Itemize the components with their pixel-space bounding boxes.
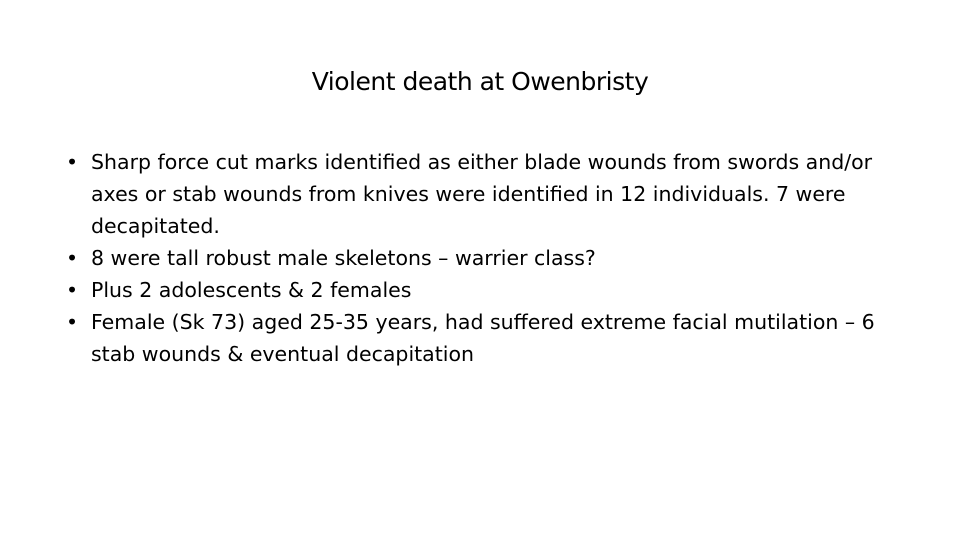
bullet-marker: • (66, 246, 79, 270)
bullet-item (66, 242, 906, 274)
bullet-marker: • (66, 150, 79, 174)
bullet-item (66, 146, 906, 242)
slide-title: Violent death at Owenbristy (311, 67, 649, 96)
bullet-item (66, 274, 906, 306)
bullet-item (66, 306, 906, 370)
bullet-text: 8 were tall robust male skeletons – warrier class? (91, 246, 596, 270)
bullet-list (66, 146, 906, 370)
bullet-text: Plus 2 adolescents & 2 females (91, 278, 412, 302)
bullet-marker: • (66, 310, 79, 334)
bullet-text: Sharp force cut marks identified as either blade wounds from swords and/or axes or stab wounds from knives were identified in 12 individuals. 7 were decapitated. (91, 150, 873, 238)
bullet-marker: • (66, 278, 79, 302)
bullet-text: Female (Sk 73) aged 25-35 years, had suffered extreme facial mutilation – 6 stab wounds & eventual decapitation (91, 310, 875, 366)
